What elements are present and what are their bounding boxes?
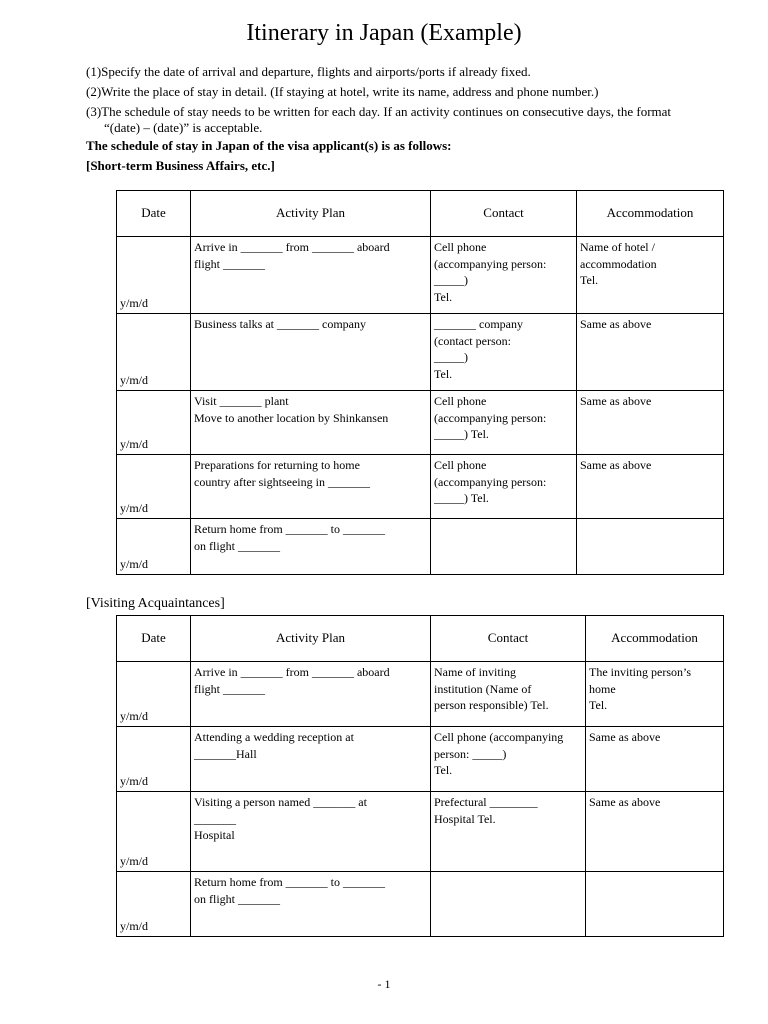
contact-line: institution (Name of [434, 681, 532, 696]
contact-cell [431, 872, 586, 937]
contact-line: (accompanying person: [434, 474, 547, 489]
accommodation-cell [577, 314, 724, 391]
accommodation-cell [586, 727, 724, 792]
activity-cell [191, 237, 431, 314]
accommodation-line: Same as above [589, 730, 661, 744]
activity-line: _______ [194, 811, 236, 826]
table-row [117, 391, 724, 455]
activity-cell [191, 455, 431, 519]
activity-line: flight _______ [194, 681, 265, 696]
contact-line: Cell phone (accompanying [434, 730, 564, 744]
contact-line: person: _____) [434, 746, 507, 761]
activity-line: Arrive in _______ from _______ aboard [194, 240, 390, 254]
table-row [117, 314, 724, 391]
activity-line: Hospital [194, 828, 235, 842]
contact-line: person responsible) Tel. [434, 698, 549, 712]
itinerary-table-business [116, 190, 724, 575]
instruction-3 [86, 104, 736, 120]
activity-line: Return home from _______ to _______ [194, 522, 385, 536]
instruction-number: (2) [86, 84, 102, 99]
accommodation-line: Same as above [589, 795, 661, 809]
activity-cell [191, 519, 431, 575]
header-contact: Contact [431, 191, 577, 237]
instruction-number: (1) [86, 64, 102, 79]
accommodation-cell [577, 519, 724, 575]
date-cell: y/m/d [117, 237, 191, 314]
table-row [117, 455, 724, 519]
contact-line: Tel. [434, 366, 453, 381]
accommodation-line: home [589, 681, 616, 696]
activity-line: Visit _______ plant [194, 394, 289, 408]
activity-cell [191, 314, 431, 391]
accommodation-line: The inviting person’s [589, 665, 691, 679]
activity-line: on flight _______ [194, 891, 280, 906]
date-cell: y/m/d [117, 519, 191, 575]
activity-line: on flight _______ [194, 538, 280, 553]
instruction-text: “(date) – (date)” is acceptable. [104, 120, 263, 135]
contact-line: _______ company [434, 317, 523, 331]
contact-line: _____) [434, 273, 468, 287]
instruction-text: The schedule of stay needs to be written for each day. If an activity continues on consecutive days, the format [101, 104, 672, 119]
accommodation-cell [577, 455, 724, 519]
header-accommodation: Accommodation [586, 616, 724, 662]
contact-line: Prefectural ________ [434, 795, 538, 809]
activity-line: Business talks at _______ company [194, 317, 366, 331]
accommodation-line: Name of hotel / [580, 240, 655, 254]
contact-cell [431, 455, 577, 519]
activity-line: Visiting a person named _______ at [194, 795, 367, 809]
table-row [117, 662, 724, 727]
date-cell: y/m/d [117, 662, 191, 727]
activity-line: Arrive in _______ from _______ aboard [194, 665, 390, 679]
page-number: - 1 [377, 977, 391, 991]
date-cell: y/m/d [117, 391, 191, 455]
contact-line: _____) Tel. [434, 427, 489, 441]
contact-cell [431, 662, 586, 727]
contact-line: Tel. [434, 763, 453, 777]
contact-line: Cell phone [434, 394, 487, 408]
contact-cell [431, 519, 577, 575]
contact-line: Cell phone [434, 458, 487, 472]
activity-line: country after sightseeing in _______ [194, 474, 370, 489]
header-activity: Activity Plan [191, 616, 431, 662]
activity-line: Attending a wedding reception at [194, 730, 354, 744]
contact-cell [431, 727, 586, 792]
table-header-row [117, 616, 724, 662]
table-row [117, 792, 724, 872]
instruction-number: (3) [86, 104, 102, 119]
contact-line: (contact person: [434, 333, 511, 348]
contact-line: Tel. [434, 289, 453, 304]
accommodation-line: Same as above [580, 458, 652, 472]
table-row [117, 237, 724, 314]
contact-cell [431, 792, 586, 872]
contact-cell [431, 237, 577, 314]
instruction-3-continued [104, 120, 754, 136]
instruction-1 [86, 64, 736, 80]
contact-cell [431, 391, 577, 455]
activity-line: Move to another location by Shinkansen [194, 410, 389, 425]
date-cell: y/m/d [117, 792, 191, 872]
accommodation-cell [586, 662, 724, 727]
accommodation-cell [577, 237, 724, 314]
header-activity: Activity Plan [191, 191, 431, 237]
intro-statement: The schedule of stay in Japan of the visa applicant(s) is as follows: [86, 138, 452, 153]
date-cell: y/m/d [117, 455, 191, 519]
activity-cell [191, 872, 431, 937]
activity-line: _______Hall [194, 746, 257, 761]
activity-cell [191, 391, 431, 455]
accommodation-line: Same as above [580, 394, 652, 408]
contact-line: Name of inviting [434, 665, 516, 679]
itinerary-table-acquaintances [116, 615, 724, 937]
date-cell: y/m/d [117, 727, 191, 792]
accommodation-line: accommodation [580, 256, 657, 271]
contact-line: (accompanying person: [434, 410, 547, 425]
header-date: Date [117, 616, 191, 662]
contact-line: (accompanying person: [434, 256, 547, 271]
instruction-text: Write the place of stay in detail. (If staying at hotel, write its name, address and phone number.) [101, 84, 599, 99]
accommodation-cell [586, 792, 724, 872]
contact-line: Hospital Tel. [434, 811, 496, 826]
table-row [117, 727, 724, 792]
header-contact: Contact [431, 616, 586, 662]
contact-cell [431, 314, 577, 391]
table-header-row [117, 191, 724, 237]
accommodation-line: Tel. [580, 273, 599, 287]
header-date: Date [117, 191, 191, 237]
accommodation-line: Same as above [580, 317, 652, 331]
accommodation-cell [586, 872, 724, 937]
contact-line: _____) Tel. [434, 491, 489, 505]
table-row [117, 872, 724, 937]
date-cell: y/m/d [117, 872, 191, 937]
activity-line: flight _______ [194, 256, 265, 271]
date-cell: y/m/d [117, 314, 191, 391]
activity-cell [191, 662, 431, 727]
table-row [117, 519, 724, 575]
section-heading-business: [Short-term Business Affairs, etc.] [86, 158, 275, 173]
activity-line: Preparations for returning to home [194, 458, 360, 472]
activity-line: Return home from _______ to _______ [194, 875, 385, 889]
section-heading-acquaintances: [Visiting Acquaintances] [86, 596, 225, 611]
instruction-text: Specify the date of arrival and departure, flights and airports/ports if already fixed. [101, 64, 531, 79]
page-title: Itinerary in Japan (Example) [246, 20, 522, 46]
activity-cell [191, 792, 431, 872]
contact-line: Cell phone [434, 240, 487, 254]
header-accommodation: Accommodation [577, 191, 724, 237]
accommodation-cell [577, 391, 724, 455]
contact-line: _____) [434, 350, 468, 364]
accommodation-line: Tel. [589, 698, 608, 712]
activity-cell [191, 727, 431, 792]
instruction-2 [86, 84, 736, 100]
